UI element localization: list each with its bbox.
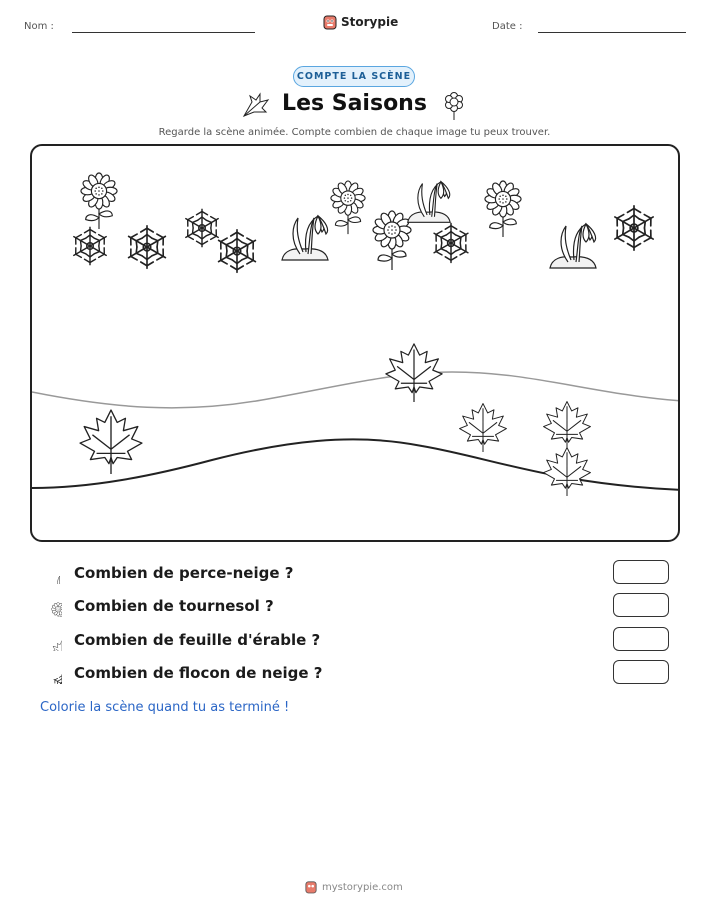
snowdrop-icon [282,216,328,260]
sunflower-icon [81,173,117,229]
sunflower-icon [485,181,521,237]
sunflower-icon [40,595,62,617]
maple-leaf-icon [460,404,507,452]
answer-box-snowflake[interactable] [613,660,669,684]
snowflake-icon [612,206,657,250]
activity-badge: COMPTE LA SCÈNE [293,66,415,87]
name-label: Nom : [24,21,54,32]
date-line[interactable] [538,32,686,33]
scene-frame[interactable] [30,144,680,542]
snowflake-icon [431,223,471,262]
hill-back-line [32,372,680,408]
question-text: Combien de perce-neige ? [74,564,294,582]
snowflake-icon [183,209,221,246]
brand-name: Storypie [341,15,399,29]
question-text: Combien de tournesol ? [74,597,274,615]
brand-mascot-icon [323,14,337,30]
brand-mascot-icon [305,880,317,894]
snowdrop-icon [408,182,450,223]
snowflake-icon [215,230,258,273]
snowdrop-icon [550,224,596,268]
page-subtitle: Regarde la scène animée. Compte combien de chaque image tu peux trouver. [158,127,551,138]
answer-box-maple-leaf[interactable] [613,627,669,651]
page-title: Les Saisons [282,91,427,116]
sunflower-icon [373,211,411,270]
question-row-snowflake [40,660,670,686]
footer-site-url[interactable]: mystorypie.com [322,881,403,893]
scene-illustration [32,146,680,542]
question-row-snowdrop [40,560,670,586]
maple-leaf-icon [544,402,591,450]
snowflake-icon [40,662,62,684]
brand-logo [323,14,398,30]
footer-site [305,880,403,894]
maple-leaf-icon [40,629,62,651]
sunflower-icon [331,181,365,234]
name-line[interactable] [72,32,255,33]
maple-leaf-icon [80,410,142,474]
snowflake-icon [125,226,168,269]
question-row-sunflower [40,593,670,619]
date-label: Date : [492,21,523,32]
answer-box-sunflower[interactable] [613,593,669,617]
maple-leaf-icon [386,344,442,402]
answer-box-snowdrop[interactable] [613,560,669,584]
snowflake-icon [71,227,109,264]
flower-decor-icon [442,90,466,122]
coloring-instruction: Colorie la scène quand tu as terminé ! [40,700,290,715]
maple-leaf-icon [544,448,591,496]
question-text: Combien de feuille d'érable ? [74,631,321,649]
snowdrop-icon [40,562,62,584]
question-text: Combien de flocon de neige ? [74,664,323,682]
question-row-maple-leaf [40,627,670,653]
